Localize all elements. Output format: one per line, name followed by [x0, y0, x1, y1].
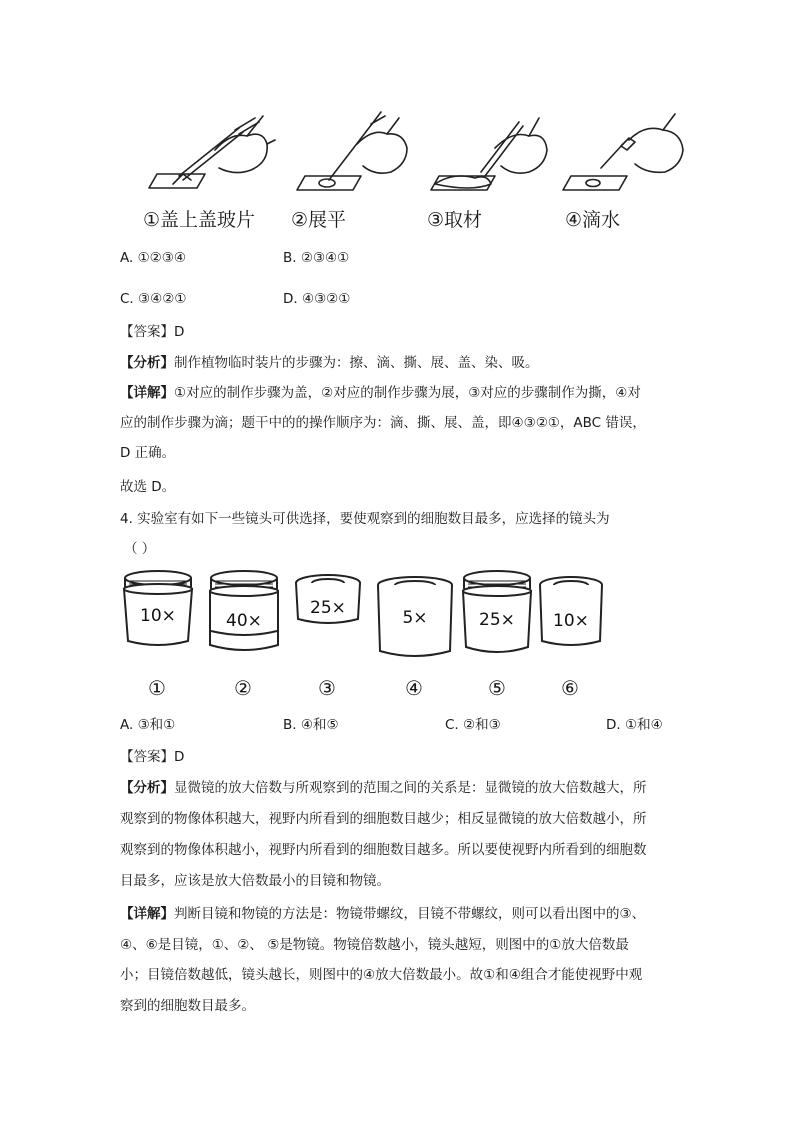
q4-detail-line-4: 察到的细胞数目最多。 [120, 998, 255, 1014]
lens-1-label: 10× [140, 606, 176, 626]
q3-answer: 【答案】D [120, 324, 185, 340]
lens-3-number: ③ [318, 676, 336, 700]
q4-analysis-line-1 [120, 779, 647, 797]
lens-1-number: ① [148, 676, 166, 700]
figure-caption-step-4: ④滴水 [565, 209, 621, 231]
step-cover-slip-drawing [149, 116, 275, 188]
q4-analysis-text-1: 显微镜的放大倍数与所观察到的范围之间的关系是：显微镜的放大倍数越大，所 [174, 780, 647, 796]
q4-stem-line-1: 4. 实验室有如下一些镜头可供选择，要使观察到的细胞数目最多，应选择的镜头为 [120, 511, 610, 527]
lens-4-label: 5× [402, 608, 428, 628]
q4-detail-tag: 【详解】 [120, 906, 174, 922]
step-take-material-drawing [431, 118, 547, 190]
q4-stem-bracket: （ ） [124, 541, 156, 557]
lens-6-label: 10× [553, 611, 589, 631]
lens-2-number: ② [234, 676, 252, 700]
lens-4-number: ④ [405, 676, 423, 700]
q3-analysis [120, 354, 539, 372]
q3-analysis-tag: 【分析】 [120, 355, 174, 371]
lens-5-label: 25× [479, 610, 515, 630]
lens-figure [115, 565, 615, 670]
step-drop-water-drawing [563, 114, 683, 190]
figure-caption-step-1: ①盖上盖玻片 [143, 209, 256, 231]
q4-option-c[interactable]: C. ②和③ [445, 717, 501, 733]
q3-option-d[interactable]: D. ④③②① [283, 291, 351, 307]
q3-detail-text-1: ①对应的制作步骤为盖，②对应的制作步骤为展，③对应的步骤制作为撕，④对 [174, 385, 641, 401]
q4-analysis-line-2: 观察到的物像体积越大，视野内所看到的细胞数目越少；相反显微镜的放大倍数越小，所 [120, 811, 647, 827]
q4-analysis-tag: 【分析】 [120, 780, 174, 796]
q4-detail-line-1 [120, 905, 645, 923]
q3-detail-line-3: D 正确。 [120, 445, 176, 461]
q3-option-a[interactable]: A. ①②③④ [120, 250, 186, 266]
lens-5-number: ⑤ [488, 676, 506, 700]
q4-option-a[interactable]: A. ③和① [120, 717, 176, 733]
q4-detail-text-1: 判断目镜和物镜的方法是：物镜带螺纹，目镜不带螺纹，则可以看出图中的③、 [174, 906, 646, 922]
q3-detail-line-1 [120, 384, 641, 402]
q4-analysis-line-4: 目最多，应该是放大倍数最小的目镜和物镜。 [120, 873, 390, 889]
q3-analysis-text: 制作植物临时装片的步骤为：擦、滴、撕、展、盖、染、吸。 [174, 355, 539, 371]
q3-option-b[interactable]: B. ②③④① [283, 250, 350, 266]
q4-detail-line-3: 小；目镜倍数越低，镜头越长，则图中的④放大倍数最小。故①和④组合才能使视野中观 [120, 967, 643, 983]
q3-conclusion: 故选 D。 [120, 479, 176, 495]
q4-answer: 【答案】D [120, 749, 185, 765]
figure-caption-step-3: ③取材 [427, 209, 483, 231]
lens-3-label: 25× [310, 598, 346, 618]
q4-detail-line-2: ④、⑥是目镜，①、②、 ⑤是物镜。物镜倍数越小，镜头越短，则图中的①放大倍数最 [120, 937, 629, 953]
step-flatten-drawing [297, 112, 407, 190]
q3-detail-tag: 【详解】 [120, 385, 174, 401]
q3-detail-line-2: 应的制作步骤为滴；题干中的的操作顺序为：滴、撕、展、盖，即④③②①，ABC 错误， [120, 415, 646, 431]
figure-caption-step-2: ②展平 [291, 209, 347, 231]
q4-analysis-line-3: 观察到的物像体积越小，视野内所看到的细胞数目越多。所以要使视野内所看到的细胞数 [120, 842, 647, 858]
lens-6-number: ⑥ [561, 676, 579, 700]
q4-option-b[interactable]: B. ④和⑤ [283, 717, 339, 733]
q4-option-d[interactable]: D. ①和④ [606, 717, 663, 733]
lens-2-label: 40× [226, 611, 262, 631]
q3-option-c[interactable]: C. ③④②① [120, 291, 187, 307]
slide-procedure-figure [135, 110, 695, 205]
